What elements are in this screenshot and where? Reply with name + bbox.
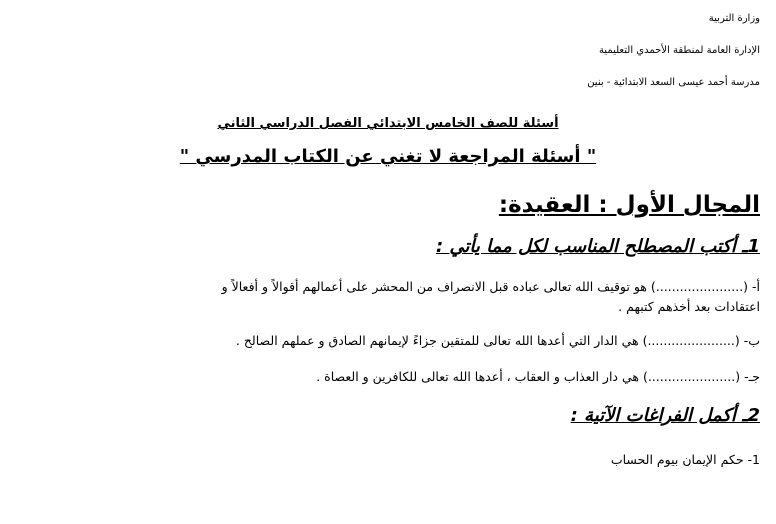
- school-name: مدرسة أحمد عيسى السعد الابتدائية - بنين: [587, 77, 760, 88]
- question-a-line2: اعتقادات بعد أخذهم كتبهم .: [618, 299, 760, 314]
- question-a-line1: أ- (......................) هو توقيف الله تعالى عباده قبل الانصراف من المحشر على أعمالهم أقوالاً و أفعالاً و: [221, 279, 760, 294]
- question-b: ب- (......................) هي الدار التي أعدها الله تعالى للمتقين جزاءً لإيمانهم الصادق و عملهم الصالح .: [235, 333, 760, 348]
- document-title: " أسئلة المراجعة لا تغني عن الكتاب المدرسي ": [179, 146, 597, 167]
- question-c: جـ- (......................) هي دار العذاب و العقاب ، أعدها الله تعالى للكافرين و العصاة .: [316, 369, 760, 384]
- question-1: 1- حكم الإيمان بيوم الحساب: [610, 452, 760, 467]
- section1-heading: 1ـ أكتب المصطلح المناسب لكل مما يأتي :: [435, 236, 760, 257]
- directorate-name: الإدارة العامة لمنطقة الأحمدي التعليمية: [598, 45, 760, 56]
- domain-heading: المجال الأول : العقيدة:: [498, 192, 760, 218]
- exam-subtitle: أسئلة للصف الخامس الابتدائي الفصل الدراسي الثاني: [217, 116, 559, 131]
- ministry-name: وزارة التربية: [708, 13, 760, 24]
- section2-heading: 2ـ أكمل الفراغات الآتية :: [570, 405, 760, 426]
